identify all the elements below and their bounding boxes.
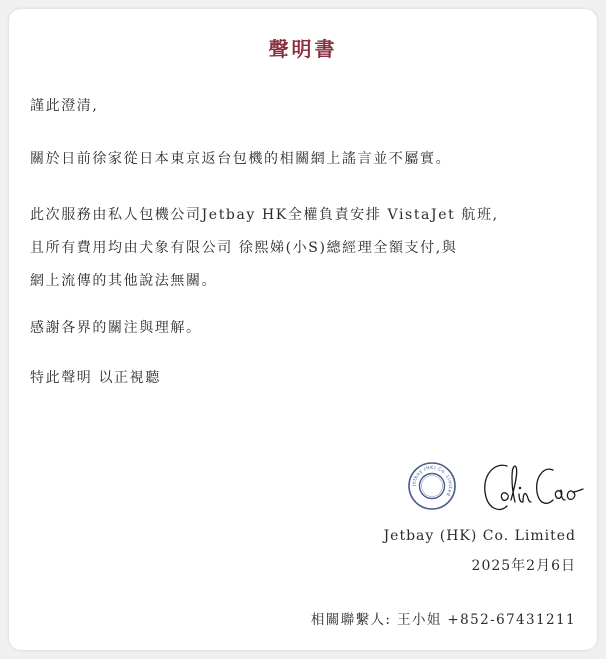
greeting-line: 謹此澄清, [30, 98, 99, 114]
paragraph-line: 此次服務由私人包機公司Jetbay HK全權負責安排 VistaJet 航班, [30, 207, 499, 223]
statement-date: 2025年2月6日 [471, 558, 576, 574]
closing-line: 特此聲明 以正視聽 [30, 370, 161, 386]
paragraph-service-details [30, 199, 499, 298]
contact-info: 相關聯繫人: 王小姐 +852-67431211 [310, 612, 576, 628]
company-seal-icon [407, 461, 457, 511]
paragraph-line: 且所有費用均由犬象有限公司 徐熙娣(小S)總經理全額支付,與 [30, 240, 458, 256]
paragraph-clarification: 關於日前徐家從日本東京返台包機的相關網上謠言並不屬實。 [30, 151, 452, 167]
paragraph-thanks: 感謝各界的關注與理解。 [30, 320, 202, 336]
seal-text: Jetbay (HK) Co. Limited [411, 465, 453, 497]
statement-document [9, 9, 597, 650]
paragraph-line: 網上流傳的其他說法無關。 [30, 273, 218, 289]
company-name: Jetbay (HK) Co. Limited [383, 528, 576, 544]
handwritten-signature-icon [477, 456, 589, 520]
document-title: 聲明書 [268, 37, 338, 61]
svg-text:Jetbay (HK) Co. Limited [411, 465, 453, 497]
